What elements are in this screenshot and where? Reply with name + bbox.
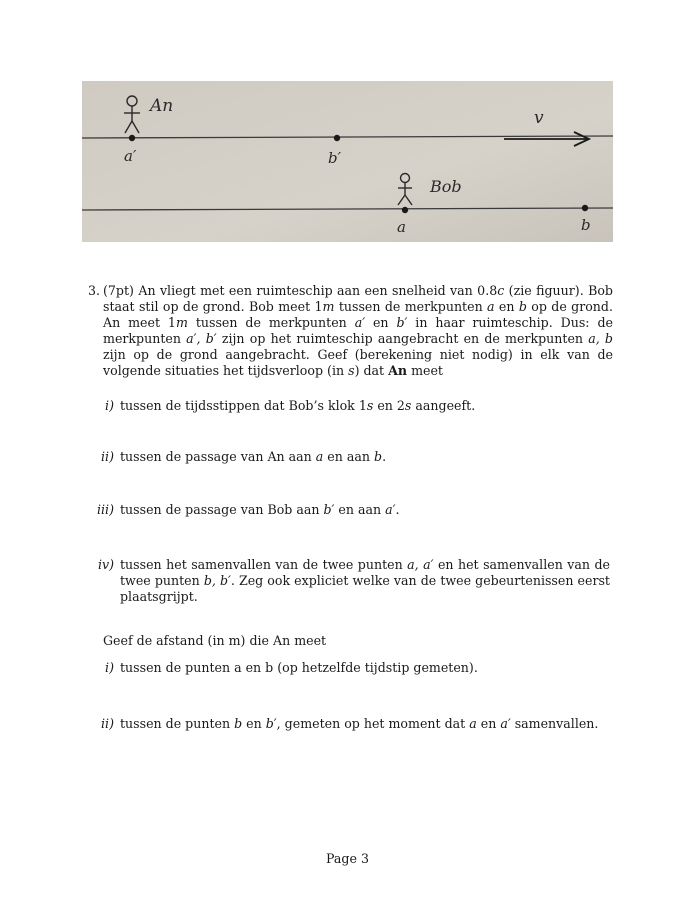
label-bob: Bob: [430, 177, 462, 196]
label-a: a: [397, 218, 406, 236]
problem-number: 3.: [88, 283, 101, 298]
label-a-prime: a′: [124, 147, 137, 165]
point-b-prime: [334, 135, 340, 141]
page-number: Page 3: [326, 851, 369, 866]
problem-text: (7pt) An vliegt met een ruimteschip aan een snelheid van 0.8c (zie figuur). Bob staat stil op de grond. Bob meet 1m tussen de merkpunten a en b op de grond. An meet 1m tussen de merkpunten a′ en b′ in haar ruimteschip. Dus: de merkpunten a′, b′ zijn op het ruimteschip aangebracht en de merkpunten a, b zijn op de grond aangebracht. Geef (berekening niet nodig) in elk van de volgende situaties het tijdsverloop (in s) dat An meet: [103, 283, 613, 378]
spaceship-figure: [82, 81, 613, 242]
point-b: [582, 205, 588, 211]
label-an: An: [150, 96, 174, 116]
distance-heading: Geef de afstand (in m) die An meet: [103, 633, 327, 648]
label-b-prime: b′: [328, 149, 342, 167]
point-a: [402, 207, 408, 213]
point-a-prime: [129, 135, 135, 141]
label-v: v: [534, 108, 544, 128]
label-b: b: [581, 216, 591, 234]
problem-3: [88, 283, 613, 379]
